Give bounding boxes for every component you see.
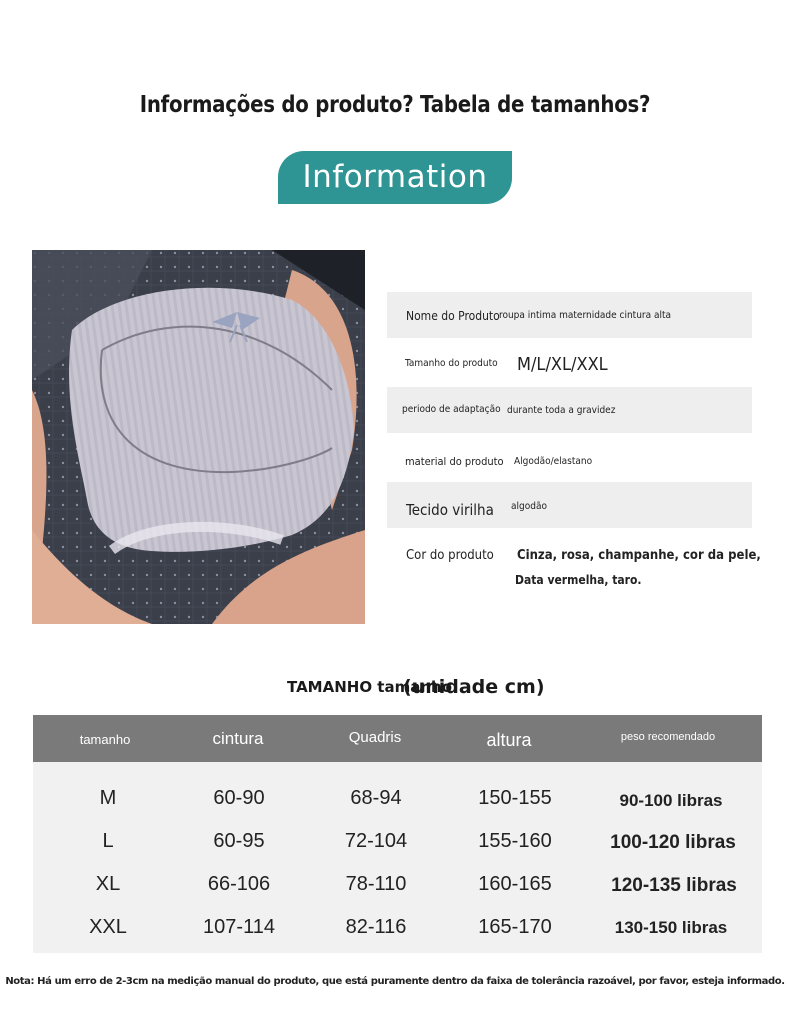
headline: Informações do produto? Tabela de tamanhos? xyxy=(139,92,651,118)
spec-label: Tamanho do produto xyxy=(405,358,498,369)
cell-weight: 100-120 libras xyxy=(610,832,736,853)
cell-height: 150-155 xyxy=(478,787,552,809)
cell-hips: 82-116 xyxy=(345,916,407,938)
spec-label: Nome do Produto xyxy=(406,309,500,323)
spec-value: M/L/XL/XXL xyxy=(517,354,608,375)
spec-row-name xyxy=(387,292,752,338)
spec-label: Cor do produto xyxy=(406,548,494,563)
spec-value: algodão xyxy=(511,501,547,512)
spec-value: durante toda a gravidez xyxy=(507,405,616,416)
cell-hips: 78-110 xyxy=(345,873,407,895)
cell-height: 155-160 xyxy=(478,830,552,852)
spec-row-period xyxy=(387,387,752,433)
spec-row-color xyxy=(387,528,761,592)
spec-label: periodo de adaptação xyxy=(402,404,501,415)
cell-hips: 68-94 xyxy=(350,787,402,809)
cell-hips: 72-104 xyxy=(344,830,408,852)
product-photo xyxy=(32,250,365,624)
size-chart-header xyxy=(33,715,762,762)
cell-height: 160-165 xyxy=(478,873,552,895)
cell-waist: 66-106 xyxy=(207,873,271,895)
size-chart-unit: (unidade cm) xyxy=(403,676,545,698)
cell-weight: 130-150 libras xyxy=(614,918,728,937)
spec-value: roupa intima maternidade cintura alta xyxy=(499,310,672,321)
cell-waist: 107-114 xyxy=(203,916,275,938)
spec-label: Tecido virilha xyxy=(406,501,494,519)
cell-size: L xyxy=(102,830,114,852)
cell-waist: 60-95 xyxy=(213,830,265,852)
spec-row-gusset xyxy=(387,482,752,528)
cell-weight: 120-135 libras xyxy=(611,875,737,896)
spec-label: material do produto xyxy=(405,455,504,468)
tolerance-note: Nota: Há um erro de 2-3cm na medição manual do produto, que está puramente dentro da faixa de tolerância razoável, por favor, esteja informado. xyxy=(5,976,785,987)
header-height: altura xyxy=(486,730,532,750)
cell-weight: 90-100 libras xyxy=(619,791,723,810)
information-badge: Information xyxy=(278,151,512,204)
header-size: tamanho xyxy=(79,732,131,747)
cell-waist: 60-90 xyxy=(213,787,265,809)
size-chart-table xyxy=(33,715,762,953)
spec-value: Cinza, rosa, champanhe, cor da pele, xyxy=(517,548,761,563)
spec-value-line2: Data vermelha, taro. xyxy=(515,573,642,587)
spec-row-material xyxy=(387,433,752,482)
cell-height: 165-170 xyxy=(478,916,552,938)
spec-value: Algodão/elastano xyxy=(514,456,593,467)
header-hips: Quadris xyxy=(348,729,402,746)
cell-size: XXL xyxy=(89,916,127,938)
header-weight: peso recomendado xyxy=(620,731,716,743)
size-chart-title xyxy=(287,676,545,698)
header-waist: cintura xyxy=(212,729,264,748)
cell-size: XL xyxy=(95,873,121,895)
cell-size: M xyxy=(99,787,117,809)
spec-row-size xyxy=(387,338,752,387)
size-chart-title-text: TAMANHO tamanho xyxy=(287,678,452,696)
